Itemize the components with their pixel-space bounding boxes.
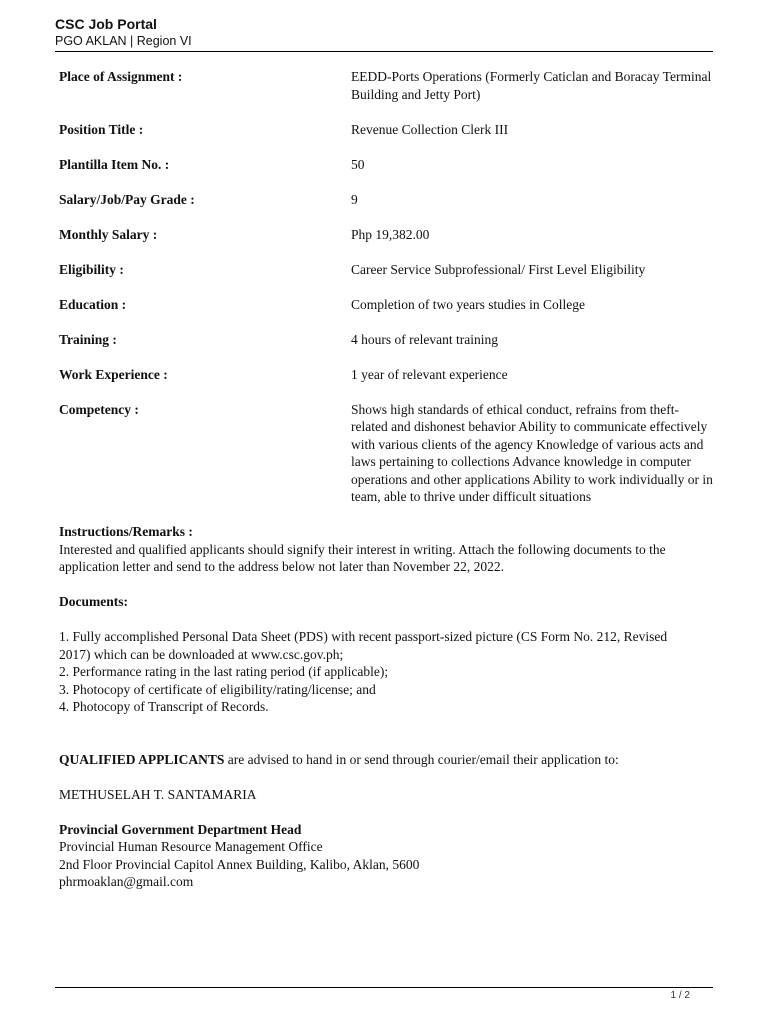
instructions-text: Interested and qualified applicants should signify their interest in writing. Attach the following documents to the application letter and send to the address below not later than November 22, 2022.: [59, 541, 666, 574]
document-body: [59, 68, 719, 891]
qualified-applicants-text: are advised to hand in or send through courier/email their application to:: [224, 751, 619, 767]
field-label: Work Experience :: [59, 366, 168, 382]
field-label: Salary/Job/Pay Grade :: [59, 191, 195, 207]
field-value: EEDD-Ports Operations (Formerly Caticlan and Boracay Terminal Building and Jetty Port): [351, 69, 712, 102]
field-row-training: [59, 331, 719, 349]
list-item: 2. Performance rating in the last rating period (if applicable);: [59, 664, 389, 679]
documents-heading: Documents:: [59, 594, 128, 609]
field-label: Plantilla Item No. :: [59, 156, 170, 172]
field-value: Career Service Subprofessional/ First Level Eligibility: [351, 261, 646, 277]
field-row-place: [59, 68, 719, 103]
field-row-position-title: [59, 121, 719, 139]
portal-subtitle: PGO AKLAN | Region VI: [55, 34, 192, 48]
field-row-work-experience: [59, 366, 719, 384]
documents-list: [59, 628, 689, 716]
contact-office: Provincial Human Resource Management Office: [59, 839, 323, 854]
contact-address: 2nd Floor Provincial Capitol Annex Building, Kalibo, Aklan, 5600: [59, 856, 420, 872]
field-label: Position Title :: [59, 121, 144, 137]
field-row-salary-grade: [59, 191, 719, 209]
field-label: Training :: [59, 331, 117, 347]
list-item: 3. Photocopy of certificate of eligibility/rating/license; and: [59, 681, 376, 697]
header-divider: [55, 51, 713, 52]
field-value: 9: [351, 191, 358, 207]
portal-title: CSC Job Portal: [55, 16, 157, 32]
page-header: [55, 15, 713, 49]
field-value: Php 19,382.00: [351, 226, 430, 242]
field-label: Monthly Salary :: [59, 226, 158, 242]
field-value: Completion of two years studies in College: [351, 296, 585, 312]
field-label: Competency :: [59, 401, 139, 417]
qualified-applicants-note: [59, 751, 719, 769]
field-row-competency: [59, 401, 719, 506]
field-label: Eligibility :: [59, 261, 124, 277]
footer-divider: [55, 987, 713, 988]
page-number: 1 / 2: [670, 990, 690, 1001]
field-row-education: [59, 296, 719, 314]
field-value: 4 hours of relevant training: [351, 331, 498, 347]
list-item: 1. Fully accomplished Personal Data Sheet (PDS) with recent passport-sized picture (CS Form No. 212, Revised 2017) which can be downloaded at www.csc.gov.ph;: [59, 629, 668, 662]
qualified-applicants-label: QUALIFIED APPLICANTS: [59, 751, 225, 767]
contact-email: phrmoaklan@gmail.com: [59, 874, 194, 889]
field-label: Education :: [59, 296, 127, 312]
contact-name: METHUSELAH T. SANTAMARIA: [59, 786, 257, 802]
field-row-plantilla: [59, 156, 719, 174]
field-row-monthly-salary: [59, 226, 719, 244]
field-value: Revenue Collection Clerk III: [351, 121, 509, 137]
field-value: Shows high standards of ethical conduct, refrains from theft-related and dishonest behavior Ability to communicate effectively with various clients of the agency Knowledge of various acts and laws pertaining to collections Advance knowledge in computer operations and other applications Ability to work individually or in team, able to thrive under difficult situations: [351, 401, 713, 504]
contact-position: Provincial Government Department Head: [59, 821, 302, 837]
field-row-eligibility: [59, 261, 719, 279]
instructions-heading: Instructions/Remarks :: [59, 524, 193, 539]
field-label: Place of Assignment :: [59, 69, 183, 84]
list-item: 4. Photocopy of Transcript of Records.: [59, 699, 269, 714]
field-value: 1 year of relevant experience: [351, 366, 508, 382]
field-value: 50: [351, 156, 365, 172]
